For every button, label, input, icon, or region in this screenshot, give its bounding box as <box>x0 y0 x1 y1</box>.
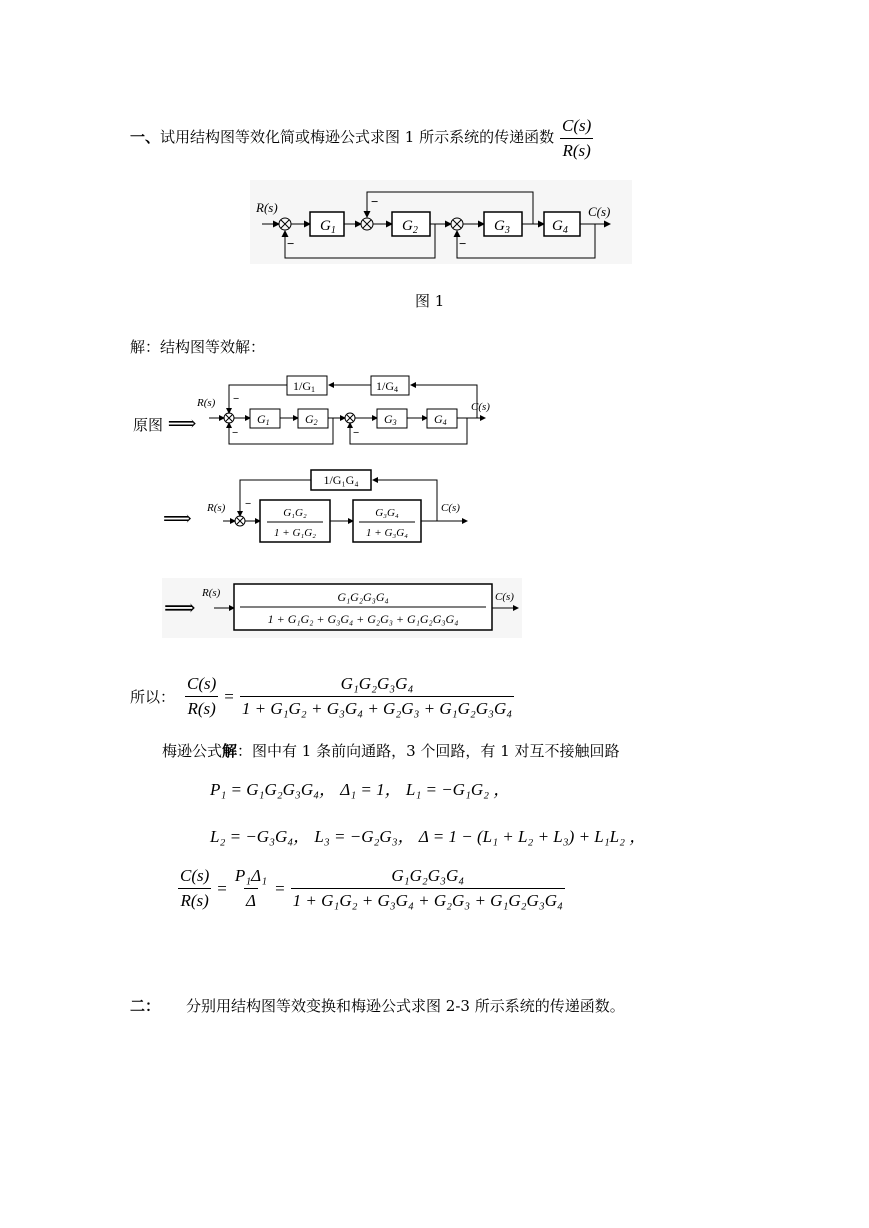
svg-text:G2: $G_2$ <box>402 218 418 236</box>
question-1-number: 一、 <box>130 128 161 146</box>
svg-text:G₃G₄: G₃G₄ <box>375 507 399 519</box>
svg-text:−: − <box>245 498 252 510</box>
result-label: 所以： <box>130 688 176 706</box>
svg-text:G4: G4 <box>434 412 447 427</box>
svg-text:−: − <box>353 427 360 439</box>
svg-text:G4: $G_4$ <box>552 218 568 236</box>
svg-text:C(s): C(s) <box>441 502 460 514</box>
svg-text:1 + G₁G₂: 1 + G₁G₂ <box>274 527 316 539</box>
svg-text:C(s): C(s) <box>471 401 490 413</box>
original-label: 原图 ⟹ <box>133 411 197 435</box>
svg-text:R(s): R(s) <box>207 502 226 514</box>
mason-intro: 梅逊公式解：图中有 1 条前向通路，3 个回路，有 1 对互不接触回路 <box>162 742 620 760</box>
svg-text:G1: $G_1$ <box>320 218 336 236</box>
svg-text:G3: $G_3$ <box>494 218 510 236</box>
svg-text:G1: G1 <box>257 412 270 427</box>
svg-text:−: − <box>371 194 379 209</box>
svg-text:1/G1: 1/G1 <box>293 379 315 394</box>
svg-text:⟹: ⟹ <box>164 595 196 620</box>
svg-text:G3: G3 <box>384 412 397 427</box>
mason-line-1: P₁ = G₁G₂G₃G₄， Δ₁ = 1， L₁ = −G₁G₂ ， <box>210 780 511 799</box>
question-1-fraction: $\frac{C(s)}{R(s)}$ <box>562 116 592 160</box>
transformed-diagram-1 <box>195 368 505 450</box>
fig1-input-label: R(s) <box>256 200 278 215</box>
result-equation: $\frac{C(s)}{R(s)}$ = $\frac{\text{G₁G₂G₃G₄}}{\text{1 + G₁G₂ + G₃G₄ + G₂G₃ + G₁G₂G₃G₄}}$ <box>187 674 513 718</box>
question-2-text: 分别用结构图等效变换和梅逊公式求图 2-3 所示系统的传递函数。 <box>186 997 625 1015</box>
question-1-text: 试用结构图等效化简或梅逊公式求图 1 所示系统的传递函数 <box>160 128 555 146</box>
svg-text:1/G4: 1/G4 <box>376 379 398 394</box>
figure-1-caption: 图 1 <box>415 292 445 310</box>
figure-1-diagram <box>250 180 632 264</box>
svg-text:G2: G2 <box>305 412 318 427</box>
svg-text:1/G₁G₄: 1/G₁G₄ <box>323 473 359 487</box>
question-1 <box>130 126 554 147</box>
implies-arrow: ⟹ <box>167 411 197 435</box>
question-2-number: 二： <box>130 997 161 1015</box>
transformed-diagram-2 <box>205 467 475 547</box>
transformed-diagram-3 <box>162 578 522 638</box>
svg-text:−: − <box>459 236 467 251</box>
solution-label: 解：结构图等效解： <box>130 338 266 356</box>
svg-text:G₁G₂G₃G₄: G₁G₂G₃G₄ <box>337 590 389 604</box>
svg-text:C(s): C(s) <box>495 591 514 603</box>
svg-text:R(s): R(s) <box>197 397 216 409</box>
svg-text:1 + G₃G₄: 1 + G₃G₄ <box>366 527 408 539</box>
implies-arrow-2: ⟹ <box>163 506 192 530</box>
svg-text:−: − <box>232 427 239 439</box>
svg-text:−: − <box>287 236 295 251</box>
svg-text:−: − <box>233 393 240 405</box>
svg-text:G₁G₂: G₁G₂ <box>283 507 307 519</box>
mason-line-2: L₂ = −G₃G₄， L₃ = −G₂G₃， Δ = 1 − (L₁ + L₂ + L₃) + L₁L₂ ， <box>210 827 647 846</box>
fig1-output-label: C(s) <box>588 204 611 219</box>
question-2 <box>130 995 625 1016</box>
svg-text:R(s): R(s) <box>202 587 221 599</box>
mason-final-equation: $\frac{C(s)}{R(s)}$ = $\frac{\text{P₁Δ₁}}{\Delta}$ = $\frac{\text{G₁G₂G₃G₄}}{\text{1 + G₁G₂ + G₃G₄ + G₂G₃ + G₁G₂G₃G₄}}$ <box>180 866 563 910</box>
svg-text:1 + G₁G₂ + G₃G₄ + G₂G₃ + G₁G₂G: 1 + G₁G₂ + G₃G₄ + G₂G₃ + G₁G₂G₃G₄ <box>267 612 459 626</box>
